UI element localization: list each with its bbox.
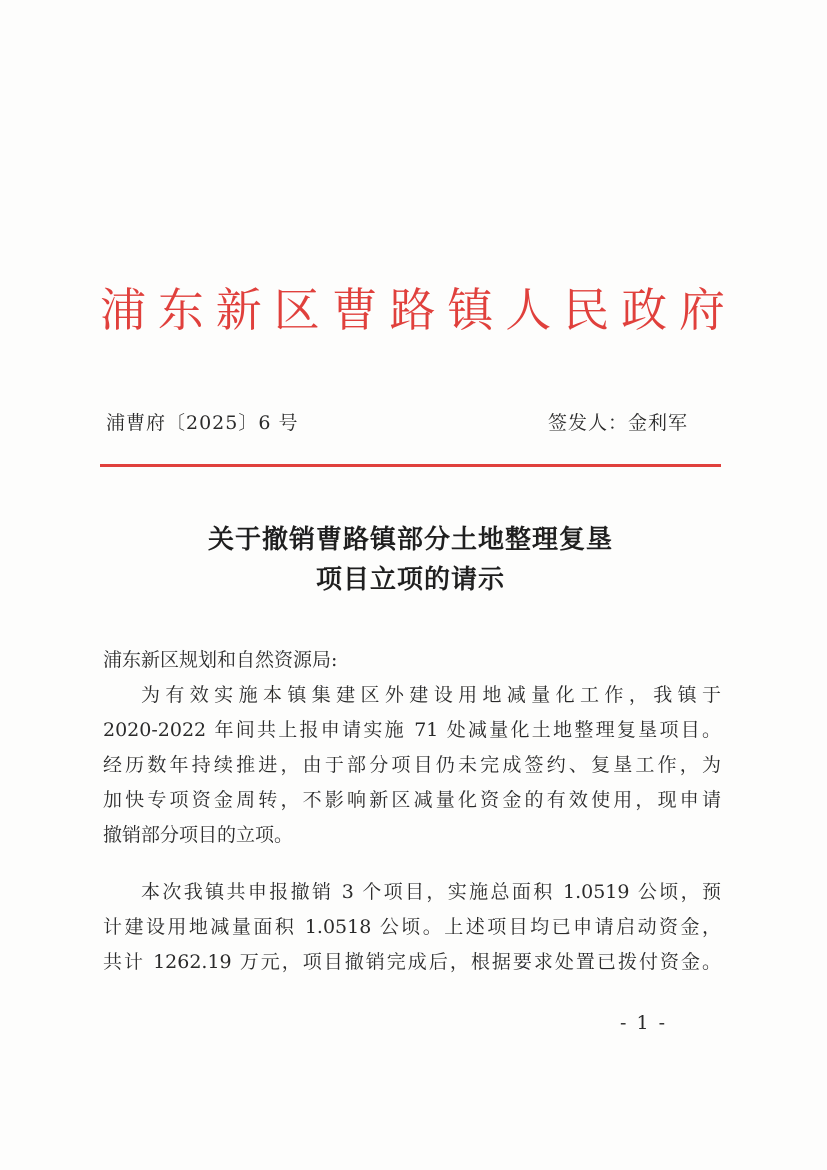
signer: 签发人：金利军 bbox=[548, 412, 689, 434]
paragraph-line: 为有效实施本镇集建区外建设用地减量化工作，我镇于 bbox=[141, 684, 721, 706]
addressee: 浦东新区规划和自然资源局: bbox=[103, 649, 338, 671]
paragraph-line: 经历数年持续推进，由于部分项目仍未完成签约、复垦工作，为 bbox=[103, 754, 721, 776]
document-title bbox=[100, 520, 721, 600]
paragraph-line: 计建设用地减量面积 1.0518 公顷。上述项目均已申请启动资金， bbox=[103, 916, 721, 938]
document-number: 浦曹府〔2025〕6 号 bbox=[106, 412, 299, 434]
document-title-line-2: 项目立项的请示 bbox=[315, 565, 505, 595]
paragraph-line: 撤销部分项目的立项。 bbox=[103, 824, 294, 846]
paragraph-2 bbox=[103, 875, 721, 980]
red-separator-line bbox=[100, 464, 721, 467]
issuing-authority-header: 浦东新区曹路镇人民政府 bbox=[100, 283, 725, 337]
document-title-line-1: 关于撤销曹路镇部分土地整理复垦 bbox=[207, 525, 613, 555]
paragraph-1 bbox=[103, 678, 721, 853]
paragraph-line: 共计 1262.19 万元，项目撤销完成后，根据要求处置已拨付资金。 bbox=[103, 951, 721, 973]
paragraph-line: 2020-2022 年间共上报申请实施 71 处减量化土地整理复垦项目。 bbox=[103, 719, 721, 741]
paragraph-line: 加快专项资金周转，不影响新区减量化资金的有效使用，现申请 bbox=[103, 789, 721, 811]
paragraph-line: 本次我镇共申报撤销 3 个项目，实施总面积 1.0519 公顷，预 bbox=[141, 881, 721, 903]
page-number: - 1 - bbox=[620, 1012, 668, 1034]
